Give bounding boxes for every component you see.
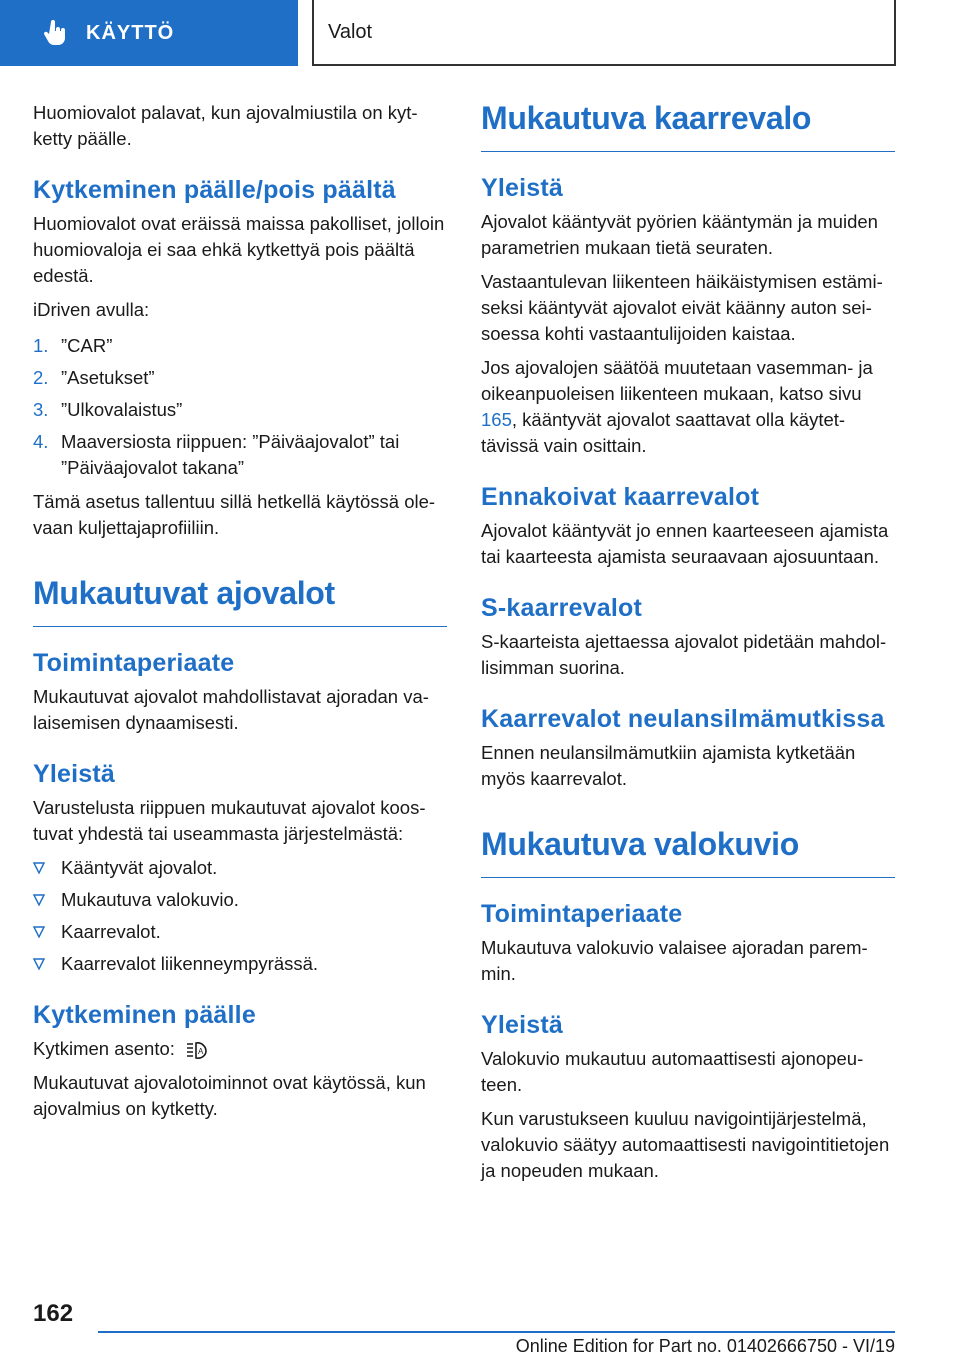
heading-switch-on: Kytkeminen päälle <box>33 1001 256 1029</box>
list-item <box>33 855 447 881</box>
bullet-text: Kaarrevalot. <box>61 921 161 942</box>
paragraph: Ajovalot kääntyvät jo ennen kaarteeseen ajamista tai kaarteesta ajamista seuraavaan ajosuuntaan. <box>481 520 889 567</box>
triangle-bullet-icon <box>33 951 61 977</box>
hand-pointer-icon <box>42 20 68 46</box>
heading-predictive: Ennakoivat kaarrevalot <box>481 483 760 511</box>
paragraph: iDriven avulla: <box>33 299 150 320</box>
paragraph: Tämä asetus tallentuu sillä hetkellä käytössä olevaan kuljettajaprofiiliin. <box>33 491 436 538</box>
step-number: 2. <box>33 367 49 388</box>
bullet-text: Kääntyvät ajovalot. <box>61 857 218 878</box>
page-link[interactable]: 165 <box>481 409 512 430</box>
paragraph: Varustelusta riippuen mukautuvat ajovalot koostuvat yhdestä tai useammasta järjestelmästä: <box>33 797 426 844</box>
heading-general: Yleistä <box>481 1011 564 1039</box>
paragraph: Ajovalot kääntyvät pyörien kääntymän ja muiden parametrien mukaan tietä seuraten. <box>481 211 878 258</box>
section-label: Valot <box>328 20 373 43</box>
list-item <box>33 887 447 913</box>
triangle-bullet-icon <box>33 887 61 913</box>
step-text: ”CAR” <box>61 335 113 356</box>
step-number: 1. <box>33 335 49 356</box>
footer-divider <box>98 1331 895 1333</box>
paragraph: Ennen neulansilmämutkiin ajamista kytketään myös kaarrevalot. <box>481 742 856 789</box>
step-text: ”Ulkovalaistus” <box>61 399 183 420</box>
heading-principle: Toimintaperiaate <box>481 900 683 928</box>
edition-text: Online Edition for Part no. 01402666750 - VI/19 <box>515 1336 895 1356</box>
bullet-list <box>33 855 447 977</box>
paragraph: Valokuvio mukautuu automaattisesti ajonopeuteen. <box>481 1048 864 1095</box>
intro-paragraph: Huomiovalot palavat, kun ajovalmiustila on kytketty päälle. <box>33 102 418 149</box>
chapter-tab-label: KÄYTTÖ <box>86 21 175 44</box>
paragraph: Mukautuvat ajovalot mahdollistavat ajoradan valaisemisen dynaamisesti. <box>33 686 429 733</box>
paragraph: Huomiovalot ovat eräissä maissa pakolliset, jolloin huomiovaloja ei saa ehkä kytkettyä pois päältä edestä. <box>33 213 445 286</box>
switch-position-text: Kytkimen asento: <box>33 1038 175 1059</box>
automatic-headlight-icon <box>185 1039 209 1061</box>
heading-s-curve: S-kaarrevalot <box>481 594 643 622</box>
list-item <box>33 333 447 359</box>
list-item <box>33 365 447 391</box>
paragraph: S-kaarteista ajettaessa ajovalot pidetään mahdollisimman suorina. <box>481 631 887 678</box>
paragraph <box>33 1036 447 1062</box>
chapter-tab[interactable] <box>0 0 298 66</box>
chapter-heading: Mukautuva valokuvio <box>481 826 895 878</box>
step-text: ”Asetukset” <box>61 367 155 388</box>
paragraph-text: Jos ajovalojen säätöä muutetaan vasemman- ja oikeanpuoleisen liikenteen mukaan, katso sivu <box>481 357 873 404</box>
step-number: 3. <box>33 399 49 420</box>
left-column <box>33 100 447 1130</box>
step-text: Maaversiosta riippuen: ”Päiväajovalot” tai ”Päiväajovalot takana” <box>61 431 400 478</box>
list-item <box>33 951 447 977</box>
section-header <box>312 0 896 66</box>
paragraph <box>481 355 895 459</box>
chapter-heading: Mukautuva kaarrevalo <box>481 100 895 152</box>
paragraph-text: , kääntyvät ajovalot saattavat olla käytettävissä vain osittain. <box>481 409 846 456</box>
heading-principle: Toimintaperiaate <box>33 649 235 677</box>
steps-list <box>33 333 447 481</box>
list-item <box>33 429 447 481</box>
page-header <box>0 0 960 66</box>
paragraph: Mukautuvat ajovalotoiminnot ovat käytössä, kun ajovalmius on kytketty. <box>33 1072 426 1119</box>
paragraph: Vastaantulevan liikenteen häikäistymisen estämiseksi kääntyvät ajovalot eivät käänny auton seisoessa kohti vastaantulijoiden kaistaa. <box>481 271 883 344</box>
triangle-bullet-icon <box>33 919 61 945</box>
heading-general: Yleistä <box>481 174 564 202</box>
paragraph: Mukautuva valokuvio valaisee ajoradan paremmin. <box>481 937 868 984</box>
bullet-text: Kaarrevalot liikenneympyrässä. <box>61 953 319 974</box>
step-number: 4. <box>33 431 49 452</box>
right-column <box>481 100 895 1192</box>
heading-on-off: Kytkeminen päälle/pois päältä <box>33 176 396 204</box>
bullet-text: Mukautuva valokuvio. <box>61 889 239 910</box>
paragraph: Kun varustukseen kuuluu navigointijärjestelmä, valokuvio säätyy automaattisesti navigointitietojen ja nopeuden mukaan. <box>481 1108 890 1181</box>
page-number: 162 <box>33 1300 74 1327</box>
chapter-heading: Mukautuvat ajovalot <box>33 575 447 627</box>
svg-text:A: A <box>197 1047 204 1057</box>
list-item <box>33 919 447 945</box>
heading-general: Yleistä <box>33 760 116 788</box>
triangle-bullet-icon <box>33 855 61 881</box>
list-item <box>33 397 447 423</box>
heading-hairpin: Kaarrevalot neulansilmämutkissa <box>481 705 885 733</box>
